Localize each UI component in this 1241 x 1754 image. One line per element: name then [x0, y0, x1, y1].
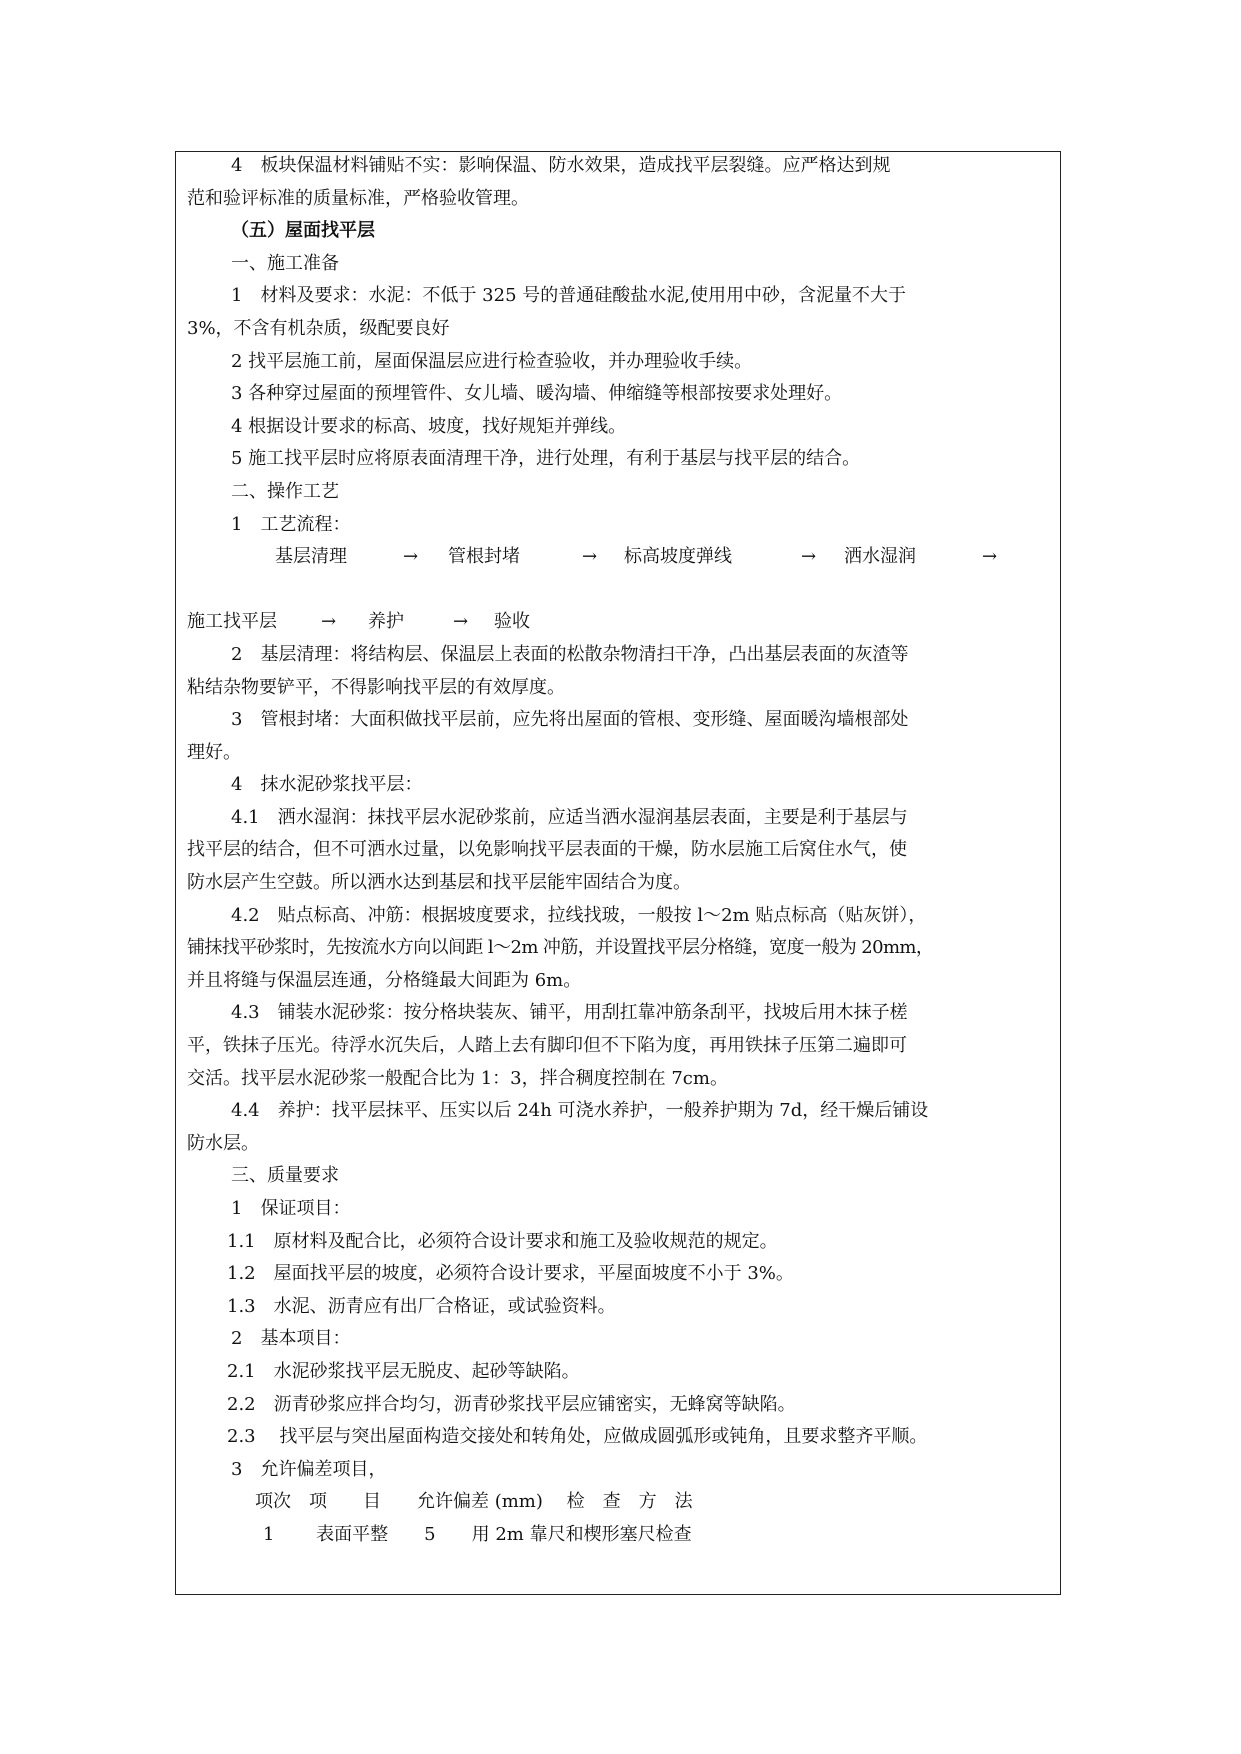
- paragraph-line: 平，铁抹子压光。待浮水沉失后，人踏上去有脚印但不下陷为度，再用铁抹子压第二遍即可: [187, 1035, 907, 1057]
- paragraph-line: 2.2 沥青砂浆应拌合均匀，沥青砂浆找平层应铺密实，无蜂窝等缺陷。: [227, 1393, 796, 1415]
- paragraph-line: 1.2 屋面找平层的坡度，必须符合设计要求，平屋面坡度不小于 3%。: [227, 1263, 794, 1285]
- paragraph-line: 理好。: [187, 741, 241, 763]
- paragraph-line: 粘结杂物要铲平，不得影响找平层的有效厚度。: [187, 676, 565, 698]
- paragraph-line: 交活。找平层水泥砂浆一般配合比为 1：3，拌合稠度控制在 7cm。: [187, 1067, 728, 1089]
- blank-line: [187, 574, 1055, 607]
- paragraph-line: 3 各种穿过屋面的预埋管件、女儿墙、暖沟墙、伸缩缝等根部按要求处理好。: [231, 383, 843, 405]
- flow-arrow-icon: →: [982, 546, 998, 568]
- tolerance-table-row: 1 表面平整 5 用 2m 靠尺和楔形塞尺检查: [263, 1523, 692, 1545]
- flow-arrow-icon: →: [453, 611, 469, 633]
- paragraph-line: 1.3 水泥、沥青应有出厂合格证，或试验资料。: [227, 1295, 616, 1317]
- paragraph-line: 3 管根封堵：大面积做找平层前，应先将出屋面的管根、变形缝、屋面暖沟墙根部处: [231, 709, 909, 731]
- paragraph-line: 2 基本项目：: [231, 1328, 351, 1350]
- flow-step: 基层清理: [275, 546, 347, 568]
- process-flow-row-1: [187, 541, 1055, 574]
- paragraph-line: 4.1 洒水湿润：抹找平层水泥砂浆前，应适当洒水湿润基层表面，主要是利于基层与: [231, 806, 908, 828]
- paragraph-line: 防水层。: [187, 1132, 259, 1154]
- paragraph-line: 1.1 原材料及配合比，必须符合设计要求和施工及验收规范的规定。: [227, 1230, 778, 1252]
- document-body: [187, 150, 1055, 1552]
- section-heading: （五）屋面找平层: [231, 220, 375, 242]
- flow-arrow-icon: →: [801, 546, 817, 568]
- paragraph-line: 1 工艺流程：: [231, 513, 351, 535]
- paragraph-line: 4 根据设计要求的标高、坡度，找好规矩并弹线。: [231, 415, 627, 437]
- process-flow-row-2: [187, 606, 1055, 639]
- flow-step: 施工找平层: [187, 611, 277, 633]
- flow-arrow-icon: →: [321, 611, 337, 633]
- paragraph-line: 防水层产生空鼓。所以洒水达到基层和找平层能牢固结合为度。: [187, 872, 691, 894]
- paragraph-line: 4 板块保温材料铺贴不实：影响保温、防水效果，造成找平层裂缝。应严格达到规: [231, 155, 891, 176]
- flow-step: 标高坡度弹线: [624, 546, 732, 568]
- paragraph-line: 4.2 贴点标高、冲筋：根据坡度要求，拉线找玻，一般按 l～2m 贴点标高（贴灰饼），: [231, 904, 927, 926]
- flow-arrow-icon: →: [582, 546, 598, 568]
- paragraph-line: 1 保证项目：: [231, 1198, 351, 1219]
- paragraph-line: 2.3 找平层与突出屋面构造交接处和转角处，应做成圆弧形或钝角，且要求整齐平顺。: [227, 1426, 928, 1448]
- flow-step: 管根封堵: [448, 546, 520, 568]
- paragraph-line: 1 材料及要求：水泥：不低于 325 号的普通硅酸盐水泥,使用用中砂，含泥量不大于: [231, 285, 906, 307]
- tolerance-table-header: 项次 项 目 允许偏差 (mm) 检 查 方 法: [255, 1491, 693, 1513]
- flow-arrow-icon: →: [403, 546, 419, 568]
- paragraph-line: 范和验评标准的质量标准，严格验收管理。: [187, 187, 529, 209]
- paragraph-line: 找平层的结合，但不可洒水过量，以免影响找平层表面的干燥，防水层施工后窝住水气，使: [187, 839, 907, 861]
- paragraph-line: 4.3 铺装水泥砂浆：按分格块装灰、铺平，用刮扛靠冲筋条刮平，找坡后用木抹子槎: [231, 1002, 908, 1024]
- paragraph-line: 2.1 水泥砂浆找平层无脱皮、起砂等缺陷。: [227, 1360, 580, 1382]
- subsection-title: 三、质量要求: [231, 1165, 339, 1187]
- flow-step: 洒水湿润: [844, 546, 916, 568]
- paragraph-line: 2 找平层施工前，屋面保温层应进行检查验收，并办理验收手续。: [231, 350, 753, 372]
- paragraph-line: 铺抹找平砂浆时，先按流水方向以间距 l～2m 冲筋，并设置找平层分格缝，宽度一般为 20mm，: [187, 937, 934, 959]
- paragraph-line: 4 抹水泥砂浆找平层：: [231, 774, 423, 796]
- flow-step: 验收: [494, 611, 530, 633]
- paragraph-line: 3%，不含有机杂质，级配要良好: [187, 317, 450, 339]
- paragraph-line: 2 基层清理：将结构层、保温层上表面的松散杂物清扫干净，凸出基层表面的灰渣等: [231, 643, 909, 665]
- paragraph-line: 5 施工找平层时应将原表面清理干净，进行处理，有利于基层与找平层的结合。: [231, 448, 861, 470]
- paragraph-line: 3 允许偏差项目，: [231, 1458, 387, 1480]
- paragraph-line: 并且将缝与保温层连通，分格缝最大间距为 6m。: [187, 969, 582, 991]
- subsection-title: 二、操作工艺: [231, 480, 339, 502]
- paragraph-line: 4.4 养护：找平层抹平、压实以后 24h 可浇水养护，一般养护期为 7d，经干燥后铺设: [231, 1100, 929, 1122]
- flow-step: 养护: [368, 611, 404, 633]
- subsection-title: 一、施工准备: [231, 252, 339, 274]
